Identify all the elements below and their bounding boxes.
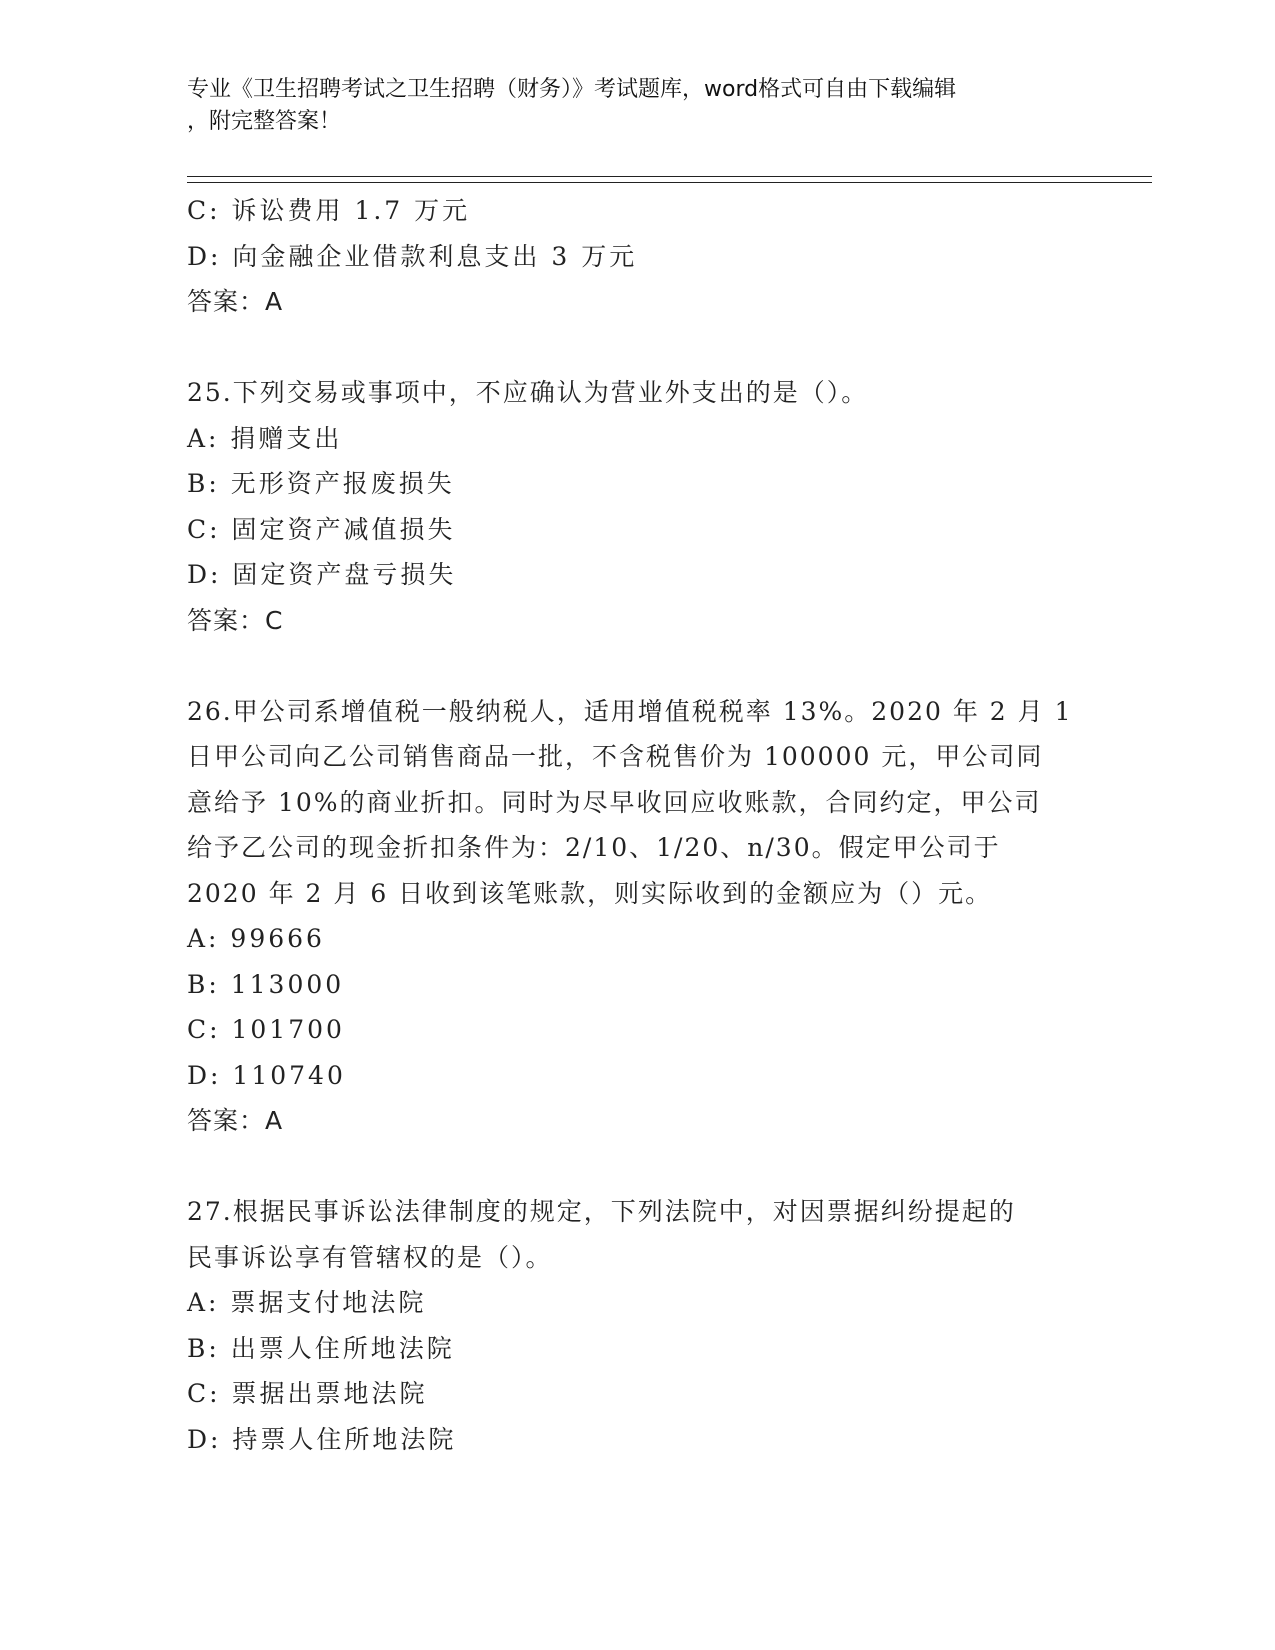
answer-line: 答案：A (187, 1106, 284, 1135)
previous-question-fragment (187, 188, 1087, 325)
spacer (187, 643, 1087, 689)
header-divider-bottom (187, 182, 1152, 183)
answer-line: 答案：C (187, 605, 284, 635)
option-d: D: 110740 (187, 1060, 346, 1090)
option-b: B: 无形资产报废损失 (187, 469, 455, 498)
question-text: 日甲公司向乙公司销售商品一批，不含税售价为 100000 元，甲公司同 (187, 742, 1044, 771)
option-c: C: 固定资产减值损失 (187, 514, 456, 544)
option-a: A: 票据支付地法院 (187, 1288, 427, 1317)
question-text: 给予乙公司的现金折扣条件为：2/10、1/20、n/30。假定甲公司于 (187, 833, 1001, 862)
option-c: C: 101700 (187, 1015, 345, 1044)
option-d: D: 持票人住所地法院 (187, 1424, 457, 1454)
option-c: C: 诉讼费用 1.7 万元 (187, 196, 471, 225)
question-text: 民事诉讼享有管辖权的是（）。 (187, 1242, 553, 1272)
question-text: 26.甲公司系增值税一般纳税人，适用增值税税率 13%。2020 年 2 月 1 (187, 696, 1073, 726)
option-a: A: 捐赠支出 (187, 423, 343, 453)
option-a: A: 99666 (187, 924, 325, 953)
option-d: D: 固定资产盘亏损失 (187, 560, 457, 589)
question-text: 2020 年 2 月 6 日收到该笔账款，则实际收到的金额应为（）元。 (187, 878, 993, 908)
option-b: B: 113000 (187, 969, 345, 999)
question-27 (187, 1189, 1087, 1462)
option-b: B: 出票人住所地法院 (187, 1333, 455, 1363)
header-line-2: ，附完整答案！ (187, 109, 342, 134)
question-text: 27.根据民事诉讼法律制度的规定，下列法院中，对因票据纠纷提起的 (187, 1197, 1016, 1226)
question-26 (187, 689, 1087, 1144)
header-line-1: 专业《卫生招聘考试之卫生招聘（财务）》考试题库，word格式可自由下载编辑 (187, 77, 957, 102)
spacer (187, 325, 1087, 371)
spacer (187, 1144, 1087, 1190)
question-text: 意给予 10%的商业折扣。同时为尽早收回应收账款，合同约定，甲公司 (187, 787, 1042, 817)
answer-line: 答案：A (187, 287, 284, 316)
question-25 (187, 370, 1087, 643)
question-text: 25.下列交易或事项中，不应确认为营业外支出的是（）。 (187, 378, 869, 407)
document-body (187, 188, 1087, 1462)
option-c: C: 票据出票地法院 (187, 1379, 428, 1408)
document-header (187, 74, 1067, 138)
option-d: D: 向金融企业借款利息支出 3 万元 (187, 241, 638, 271)
header-divider-top (187, 176, 1152, 177)
